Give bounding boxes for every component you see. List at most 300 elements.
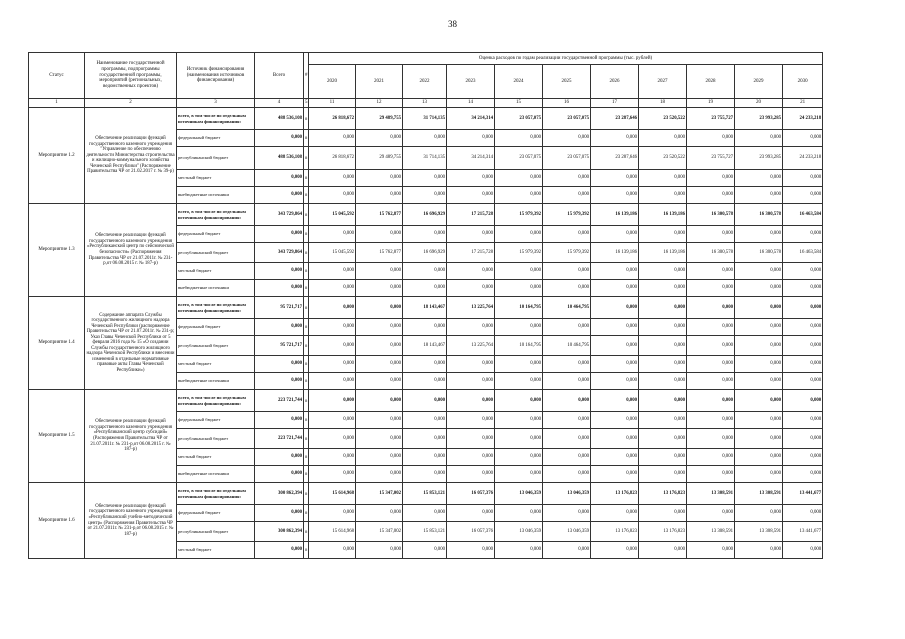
- year-value: 0,000: [783, 356, 823, 373]
- year-value: 0,000: [735, 130, 783, 147]
- year-value: 0,000: [543, 373, 591, 390]
- year-value: 0,000: [783, 373, 823, 390]
- hash-marker: #: [304, 542, 309, 559]
- table-row: [29, 390, 823, 412]
- hash-marker: #: [304, 263, 309, 280]
- year-value: 0,000: [309, 130, 356, 147]
- year-value: 0,000: [356, 297, 403, 319]
- header-year: 2030: [783, 65, 823, 99]
- funding-source: местный бюджет: [177, 170, 255, 187]
- header-year: 2022: [403, 65, 447, 99]
- year-value: 0,000: [687, 170, 735, 187]
- total-value: 0,000: [255, 280, 304, 297]
- year-value: 15 045,592: [309, 243, 356, 263]
- year-value: 0,000: [309, 170, 356, 187]
- year-value: 16 300,578: [687, 204, 735, 226]
- measure-name: Обеспечение реализации функций государственного казенного учреждения «Республиканский учебно-методический центр» (Распоряжения Правительства ЧР от 21.07.2011г. № 231-р,от 06.08.2015 г. № 187-р): [85, 483, 177, 559]
- year-value: 0,000: [403, 390, 447, 412]
- year-value: 0,000: [309, 280, 356, 297]
- header-year: 2023: [447, 65, 495, 99]
- year-value: 15 979,392: [543, 243, 591, 263]
- year-value: 0,000: [591, 542, 639, 559]
- year-value: 0,000: [783, 429, 823, 449]
- year-value: 0,000: [356, 449, 403, 466]
- year-value: 0,000: [543, 449, 591, 466]
- column-number: 4: [255, 99, 304, 108]
- year-value: 0,000: [403, 280, 447, 297]
- column-number: 13: [403, 99, 447, 108]
- year-value: 0,000: [309, 505, 356, 522]
- year-value: 0,000: [591, 187, 639, 204]
- hash-marker: #: [304, 108, 309, 130]
- funding-source: внебюджетные источники: [177, 280, 255, 297]
- year-value: 0,000: [687, 429, 735, 449]
- header-total: Всего: [255, 53, 304, 99]
- year-value: 0,000: [783, 466, 823, 483]
- total-value: 343 729,864: [255, 204, 304, 226]
- year-value: 13 176,823: [591, 522, 639, 542]
- funding-source: республиканский бюджет: [177, 429, 255, 449]
- year-value: 0,000: [639, 170, 687, 187]
- header-year: 2027: [639, 65, 687, 99]
- total-value: 0,000: [255, 373, 304, 390]
- year-value: 0,000: [687, 297, 735, 319]
- column-number: 12: [356, 99, 403, 108]
- year-value: 0,000: [356, 412, 403, 429]
- year-value: 0,000: [591, 449, 639, 466]
- year-value: 13 225,764: [447, 336, 495, 356]
- year-value: 0,000: [543, 542, 591, 559]
- year-value: 17 215,728: [447, 204, 495, 226]
- year-value: 15 853,121: [403, 483, 447, 505]
- hash-marker: #: [304, 130, 309, 147]
- year-value: 0,000: [356, 263, 403, 280]
- year-value: 0,000: [735, 466, 783, 483]
- year-value: 0,000: [591, 130, 639, 147]
- year-value: 0,000: [735, 319, 783, 336]
- year-value: 26 818,672: [309, 108, 356, 130]
- year-value: 0,000: [687, 356, 735, 373]
- hash-marker: #: [304, 449, 309, 466]
- year-value: 0,000: [687, 466, 735, 483]
- hash-marker: #: [304, 319, 309, 336]
- measure-status: Мероприятие 1.3: [29, 204, 85, 297]
- year-value: 0,000: [495, 449, 543, 466]
- hash-marker: #: [304, 429, 309, 449]
- year-value: 0,000: [356, 336, 403, 356]
- year-value: 0,000: [687, 319, 735, 336]
- year-value: 16 463,584: [783, 204, 823, 226]
- year-value: 0,000: [735, 263, 783, 280]
- year-value: 0,000: [403, 449, 447, 466]
- year-value: 29 489,755: [356, 147, 403, 170]
- column-number: 20: [735, 99, 783, 108]
- total-value: 0,000: [255, 130, 304, 147]
- year-value: 0,000: [447, 373, 495, 390]
- hash-marker: #: [304, 170, 309, 187]
- year-value: 0,000: [495, 466, 543, 483]
- total-value: 95 721,717: [255, 297, 304, 319]
- year-value: 0,000: [735, 390, 783, 412]
- year-value: 15 614,968: [309, 522, 356, 542]
- year-value: 31 714,135: [403, 147, 447, 170]
- year-value: 15 762,877: [356, 204, 403, 226]
- hash-marker: #: [304, 505, 309, 522]
- year-value: 15 853,121: [403, 522, 447, 542]
- year-value: 10 464,795: [543, 297, 591, 319]
- year-value: 0,000: [639, 449, 687, 466]
- total-value: 488 536,108: [255, 108, 304, 130]
- year-value: 0,000: [495, 412, 543, 429]
- total-value: 223 721,744: [255, 429, 304, 449]
- year-value: 0,000: [447, 412, 495, 429]
- year-value: 0,000: [783, 319, 823, 336]
- total-value: 0,000: [255, 449, 304, 466]
- year-value: 0,000: [639, 336, 687, 356]
- year-value: 0,000: [447, 263, 495, 280]
- funding-source: республиканский бюджет: [177, 147, 255, 170]
- year-value: 0,000: [735, 429, 783, 449]
- year-value: 16 300,578: [735, 243, 783, 263]
- year-value: 0,000: [639, 373, 687, 390]
- funding-source: республиканский бюджет: [177, 522, 255, 542]
- year-value: 0,000: [495, 187, 543, 204]
- year-value: 0,000: [495, 429, 543, 449]
- budget-table: [28, 52, 823, 559]
- year-value: 0,000: [495, 263, 543, 280]
- year-value: 13 308,591: [687, 483, 735, 505]
- year-value: 0,000: [447, 226, 495, 243]
- year-value: 0,000: [591, 170, 639, 187]
- year-value: 0,000: [687, 412, 735, 429]
- year-value: 0,000: [403, 542, 447, 559]
- year-value: 0,000: [591, 336, 639, 356]
- year-value: 13 176,823: [591, 483, 639, 505]
- year-value: 0,000: [543, 226, 591, 243]
- year-value: 13 225,764: [447, 297, 495, 319]
- column-number: 16: [543, 99, 591, 108]
- header-status: Статус: [29, 53, 85, 99]
- year-value: 0,000: [447, 390, 495, 412]
- year-value: 0,000: [591, 373, 639, 390]
- table-row: [29, 108, 823, 130]
- total-value: 0,000: [255, 319, 304, 336]
- funding-source: внебюджетные источники: [177, 373, 255, 390]
- year-value: 23 755,727: [687, 108, 735, 130]
- column-number: 21: [783, 99, 823, 108]
- year-value: 0,000: [543, 466, 591, 483]
- year-value: 0,000: [735, 373, 783, 390]
- year-value: 0,000: [735, 336, 783, 356]
- year-value: 0,000: [639, 412, 687, 429]
- funding-source: республиканский бюджет: [177, 243, 255, 263]
- year-value: 0,000: [356, 429, 403, 449]
- year-value: 0,000: [783, 449, 823, 466]
- year-value: 0,000: [309, 429, 356, 449]
- year-value: 16 696,929: [403, 204, 447, 226]
- hash-marker: #: [304, 226, 309, 243]
- year-value: 0,000: [687, 187, 735, 204]
- measure-name: Обеспечение реализации функций государственного казенного учреждения «Республиканский центр субсидий» (Распоряжения Правительства ЧР от 21.07.2011г. № 231-р,от 06.08.2015 г. № 187-р): [85, 390, 177, 483]
- year-value: 0,000: [356, 542, 403, 559]
- year-value: 0,000: [783, 505, 823, 522]
- year-value: 0,000: [403, 373, 447, 390]
- year-value: 0,000: [495, 390, 543, 412]
- total-value: 0,000: [255, 187, 304, 204]
- year-value: 0,000: [543, 130, 591, 147]
- year-value: 0,000: [591, 505, 639, 522]
- hash-marker: #: [304, 204, 309, 226]
- year-value: 10 164,795: [495, 297, 543, 319]
- funding-source: внебюджетные источники: [177, 187, 255, 204]
- year-value: 26 818,672: [309, 147, 356, 170]
- year-value: 13 308,591: [735, 522, 783, 542]
- hash-marker: #: [304, 356, 309, 373]
- year-value: 0,000: [783, 542, 823, 559]
- header-year: 2026: [591, 65, 639, 99]
- column-number: 5: [304, 99, 309, 108]
- year-value: 0,000: [403, 429, 447, 449]
- year-value: 16 463,584: [783, 243, 823, 263]
- year-value: 23 993,285: [735, 147, 783, 170]
- year-value: 0,000: [783, 390, 823, 412]
- year-value: 0,000: [543, 429, 591, 449]
- total-value: 0,000: [255, 263, 304, 280]
- year-value: 0,000: [403, 226, 447, 243]
- table-row: [29, 483, 823, 505]
- funding-source: федеральный бюджет: [177, 226, 255, 243]
- column-number: 18: [639, 99, 687, 108]
- year-value: 23 287,646: [591, 108, 639, 130]
- funding-source: всего, в том числе по отдельным источникам финансирования:: [177, 108, 255, 130]
- year-value: 0,000: [591, 412, 639, 429]
- year-value: 0,000: [687, 280, 735, 297]
- year-value: 0,000: [735, 542, 783, 559]
- column-number: 19: [687, 99, 735, 108]
- year-value: 0,000: [543, 356, 591, 373]
- hash-marker: #: [304, 483, 309, 505]
- year-value: 13 308,591: [735, 483, 783, 505]
- year-value: 0,000: [495, 356, 543, 373]
- funding-source: федеральный бюджет: [177, 412, 255, 429]
- year-value: 0,000: [783, 187, 823, 204]
- funding-source: федеральный бюджет: [177, 505, 255, 522]
- year-value: 15 979,392: [495, 243, 543, 263]
- year-value: 13 046,359: [495, 483, 543, 505]
- year-value: 0,000: [495, 505, 543, 522]
- header-year: 2024: [495, 65, 543, 99]
- year-value: 0,000: [309, 263, 356, 280]
- total-value: 300 862,394: [255, 522, 304, 542]
- year-value: 0,000: [447, 356, 495, 373]
- year-value: 0,000: [356, 280, 403, 297]
- year-value: 0,000: [639, 356, 687, 373]
- year-value: 0,000: [309, 319, 356, 336]
- year-value: 0,000: [591, 319, 639, 336]
- year-value: 13 046,359: [543, 522, 591, 542]
- year-value: 13 308,591: [687, 522, 735, 542]
- year-value: 0,000: [309, 336, 356, 356]
- year-value: 0,000: [543, 280, 591, 297]
- year-value: 0,000: [687, 505, 735, 522]
- total-value: 0,000: [255, 170, 304, 187]
- year-value: 0,000: [735, 449, 783, 466]
- year-value: 0,000: [447, 449, 495, 466]
- total-value: 223 721,744: [255, 390, 304, 412]
- funding-source: всего, в том числе по отдельным источникам финансирования:: [177, 483, 255, 505]
- year-value: 16 139,186: [639, 204, 687, 226]
- year-value: 18 143,467: [403, 297, 447, 319]
- year-value: 0,000: [783, 412, 823, 429]
- funding-source: всего, в том числе по отдельным источникам финансирования:: [177, 297, 255, 319]
- year-value: 16 139,186: [591, 243, 639, 263]
- year-value: 0,000: [309, 449, 356, 466]
- year-value: 0,000: [543, 170, 591, 187]
- column-number: 1: [29, 99, 85, 108]
- year-value: 0,000: [447, 130, 495, 147]
- year-value: 0,000: [309, 297, 356, 319]
- hash-marker: #: [304, 187, 309, 204]
- year-value: 15 979,392: [543, 204, 591, 226]
- total-value: 95 721,717: [255, 336, 304, 356]
- year-value: 15 045,592: [309, 204, 356, 226]
- year-value: 0,000: [309, 226, 356, 243]
- hash-marker: #: [304, 390, 309, 412]
- year-value: 0,000: [495, 280, 543, 297]
- year-value: 0,000: [309, 542, 356, 559]
- year-value: 16 057,376: [447, 522, 495, 542]
- hash-marker: #: [304, 297, 309, 319]
- year-value: 0,000: [735, 170, 783, 187]
- funding-source: местный бюджет: [177, 356, 255, 373]
- funding-source: всего, в том числе по отдельным источникам финансирования:: [177, 204, 255, 226]
- total-value: 300 862,394: [255, 483, 304, 505]
- year-value: 0,000: [403, 505, 447, 522]
- year-value: 0,000: [403, 466, 447, 483]
- year-value: 0,000: [403, 356, 447, 373]
- year-value: 0,000: [639, 187, 687, 204]
- measure-status: Мероприятие 1.2: [29, 108, 85, 204]
- funding-source: всего, в том числе по отдельным источникам финансирования:: [177, 390, 255, 412]
- year-value: 15 614,968: [309, 483, 356, 505]
- column-number: 2: [85, 99, 177, 108]
- measure-status: Мероприятие 1.4: [29, 297, 85, 390]
- year-value: 16 139,186: [591, 204, 639, 226]
- year-value: 10 464,795: [543, 336, 591, 356]
- year-value: 23 520,522: [639, 108, 687, 130]
- measure-name: Обеспечение реализации функций государственного казенного учреждения "Управление по обеспечению деятельности Министерства строительства и жилищно-коммунального хозяйства Чеченской Республики" (Распоряжение Правительства ЧР от 21.02.2017 г. № 39-р): [85, 108, 177, 204]
- year-value: 0,000: [639, 542, 687, 559]
- year-value: 0,000: [639, 319, 687, 336]
- year-value: 0,000: [639, 297, 687, 319]
- measure-status: Мероприятие 1.6: [29, 483, 85, 559]
- year-value: 18 143,467: [403, 336, 447, 356]
- year-value: 15 762,877: [356, 243, 403, 263]
- year-value: 16 139,186: [639, 243, 687, 263]
- year-value: 0,000: [687, 542, 735, 559]
- total-value: 488 536,108: [255, 147, 304, 170]
- year-value: 0,000: [639, 429, 687, 449]
- year-value: 0,000: [447, 466, 495, 483]
- year-value: 0,000: [356, 373, 403, 390]
- year-value: 0,000: [591, 226, 639, 243]
- measure-name: Содержание аппарата Службы государственного жилищного надзора Чеченской Республики (распоряжение Правительства ЧР от 21.07.2011г. № 231-р; Указ Главы Чеченской Республики от 5 февраля 2016 года № 15 «О создании Службы государственного жилищного надзора Чеченской Республики и внесении изменений в отдельные нормативные правовые акты Главы Чеченской Республики»): [85, 297, 177, 390]
- year-value: 0,000: [356, 466, 403, 483]
- header-hash: #: [304, 53, 309, 99]
- year-value: 0,000: [735, 412, 783, 429]
- year-value: 13 176,823: [639, 522, 687, 542]
- year-value: 0,000: [356, 319, 403, 336]
- year-value: 0,000: [447, 170, 495, 187]
- year-value: 34 214,314: [447, 108, 495, 130]
- total-value: 0,000: [255, 505, 304, 522]
- year-value: 0,000: [495, 170, 543, 187]
- year-value: 23 057,075: [543, 147, 591, 170]
- year-value: 0,000: [591, 263, 639, 280]
- year-value: 0,000: [447, 429, 495, 449]
- year-value: 23 993,285: [735, 108, 783, 130]
- year-value: 23 287,646: [591, 147, 639, 170]
- year-value: 0,000: [356, 170, 403, 187]
- funding-source: местный бюджет: [177, 542, 255, 559]
- year-value: 0,000: [783, 130, 823, 147]
- year-value: 13 441,677: [783, 483, 823, 505]
- year-value: 0,000: [403, 412, 447, 429]
- year-value: 0,000: [543, 319, 591, 336]
- year-value: 0,000: [447, 319, 495, 336]
- year-value: 0,000: [356, 390, 403, 412]
- year-value: 0,000: [309, 412, 356, 429]
- year-value: 13 441,677: [783, 522, 823, 542]
- year-value: 15 979,392: [495, 204, 543, 226]
- year-value: 0,000: [403, 319, 447, 336]
- year-value: 0,000: [403, 263, 447, 280]
- year-value: 0,000: [543, 263, 591, 280]
- year-value: 0,000: [783, 280, 823, 297]
- total-value: 0,000: [255, 226, 304, 243]
- table-row: [29, 204, 823, 226]
- funding-source: федеральный бюджет: [177, 130, 255, 147]
- year-value: 16 300,578: [687, 243, 735, 263]
- year-value: 0,000: [687, 263, 735, 280]
- header-year: 2021: [356, 65, 403, 99]
- year-value: 0,000: [309, 356, 356, 373]
- year-value: 0,000: [783, 170, 823, 187]
- year-value: 0,000: [687, 130, 735, 147]
- year-value: 16 300,578: [735, 204, 783, 226]
- funding-source: местный бюджет: [177, 449, 255, 466]
- year-value: 0,000: [735, 187, 783, 204]
- year-value: 0,000: [591, 390, 639, 412]
- year-value: 23 755,727: [687, 147, 735, 170]
- year-value: 0,000: [356, 187, 403, 204]
- year-value: 13 046,359: [543, 483, 591, 505]
- header-year: 2025: [543, 65, 591, 99]
- year-value: 0,000: [495, 542, 543, 559]
- header-year: 2028: [687, 65, 735, 99]
- year-value: 23 057,075: [495, 147, 543, 170]
- year-value: 0,000: [687, 449, 735, 466]
- funding-source: внебюджетные источники: [177, 466, 255, 483]
- year-value: 16 057,376: [447, 483, 495, 505]
- year-value: 0,000: [687, 226, 735, 243]
- year-value: 0,000: [356, 356, 403, 373]
- funding-source: республиканский бюджет: [177, 336, 255, 356]
- column-number: 11: [309, 99, 356, 108]
- measure-name: Обеспечение реализации функций государственного казенного учреждения «Республиканский центр по сейсмической безопасности» (Распоряжения Правительства ЧР от 21.07.2011г. № 231-р,от 06.08.2015 г. № 187-р): [85, 204, 177, 297]
- year-value: 0,000: [639, 226, 687, 243]
- year-value: 0,000: [639, 280, 687, 297]
